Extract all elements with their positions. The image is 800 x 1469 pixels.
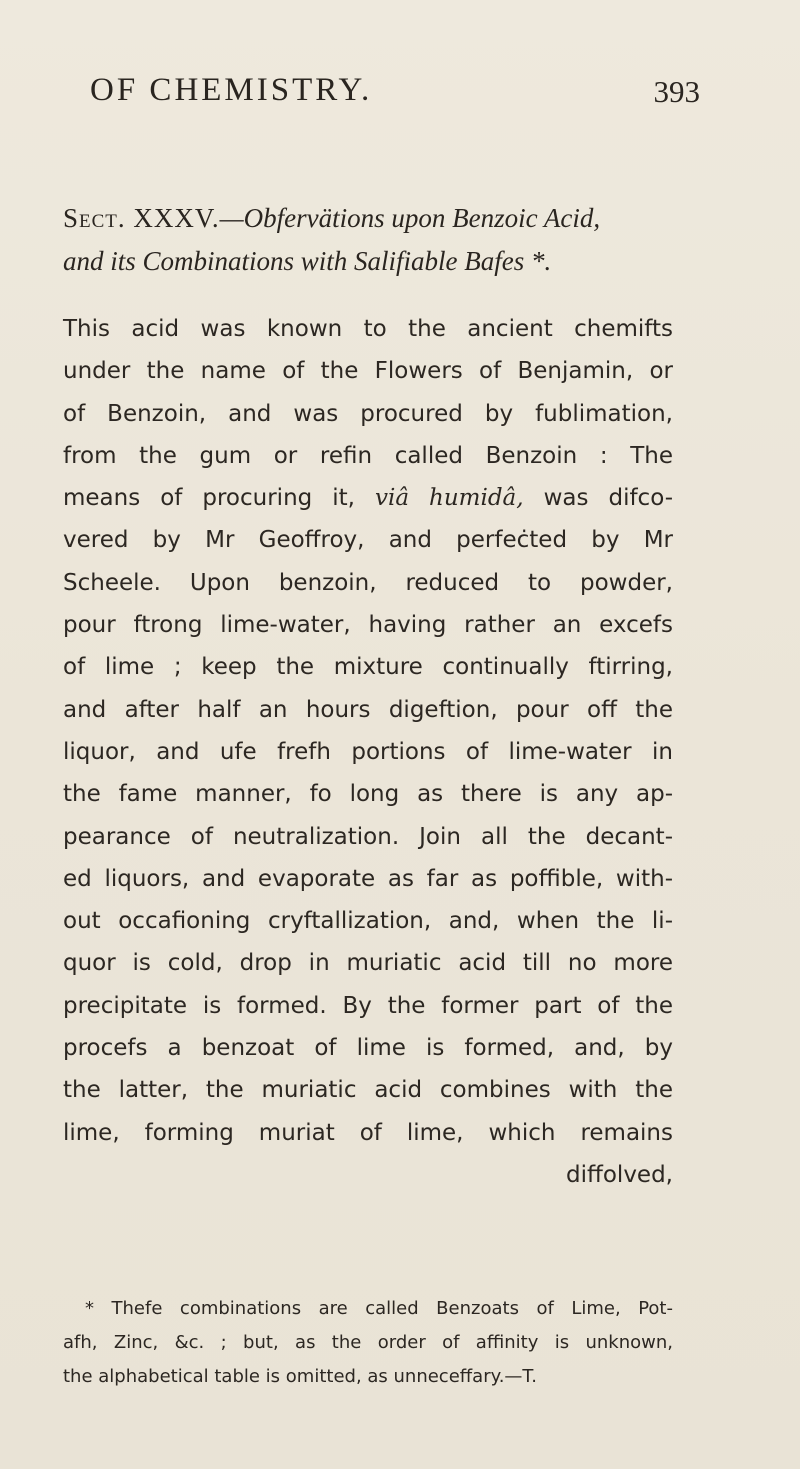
section-heading-line-2: and its Combinations with Salifiable Bafes *. — [63, 246, 552, 276]
via-humida-italic: viâ humidâ, — [374, 485, 524, 512]
body-line-5-start: means of procuring it, — [63, 485, 375, 512]
body-line: quor is cold, drop in muriatic acid till no more — [63, 950, 673, 977]
body-line: This acid was known to the ancient chemifts — [63, 316, 673, 342]
section-title-part-1: —Obfervätions upon Benzoic Acid, — [219, 203, 601, 233]
section-label: Sect. XXXV. — [63, 203, 220, 233]
body-line: of lime ; keep the mixture continually ftirring, — [63, 654, 673, 681]
body-line: lime, forming muriat of lime, which remains — [63, 1119, 673, 1146]
body-line — [63, 477, 673, 519]
body-line: precipitate is formed. By the former part of the — [63, 992, 673, 1019]
section-heading-line-1 — [63, 197, 743, 240]
body-line: the latter, the muriatic acid combines with the — [63, 1077, 673, 1104]
body-line: procefs a benzoat of lime is formed, and, by — [63, 1035, 673, 1062]
body-line: liquor, and ufe frefh portions of lime-water in — [63, 738, 673, 765]
section-heading — [63, 197, 743, 283]
footnote — [63, 1292, 673, 1394]
body-line: from the gum or refin called Benzoin : The — [63, 442, 673, 469]
body-line: of Benzoin, and was procured by fublimation, — [63, 400, 673, 427]
body-line: Scheele. Upon benzoin, reduced to powder, — [63, 569, 673, 596]
running-title: OF CHEMISTRY. — [90, 72, 373, 108]
body-line: ed liquors, and evaporate as far as poffible, with- — [63, 865, 673, 892]
page-header — [90, 72, 700, 122]
page-number: 393 — [653, 74, 700, 109]
body-line-5-end: was difco- — [523, 485, 673, 512]
footnote-line: the alphabetical table is omitted, as unneceffary.—T. — [63, 1366, 538, 1387]
body-line: under the name of the Flowers of Benjamin, or — [63, 358, 673, 385]
body-text — [63, 308, 673, 1196]
catchword-line: diffolved, — [566, 1161, 673, 1188]
footnote-line: afh, Zinc, &c. ; but, as the order of affinity is unknown, — [63, 1332, 673, 1353]
body-line: pearance of neutralization. Join all the decant- — [63, 823, 673, 850]
footnote-line: * Thefe combinations are called Benzoats of Lime, Pot- — [85, 1298, 673, 1319]
body-line: out occafioning cryftallization, and, when the li- — [63, 908, 673, 935]
body-line: vered by Mr Geoffroy, and perfeċted by Mr — [63, 527, 673, 554]
body-line: the fame manner, fo long as there is any ap- — [63, 781, 673, 808]
body-line: pour ftrong lime-water, having rather an excefs — [63, 612, 673, 639]
body-line: and after half an hours digeftion, pour off the — [63, 696, 673, 723]
